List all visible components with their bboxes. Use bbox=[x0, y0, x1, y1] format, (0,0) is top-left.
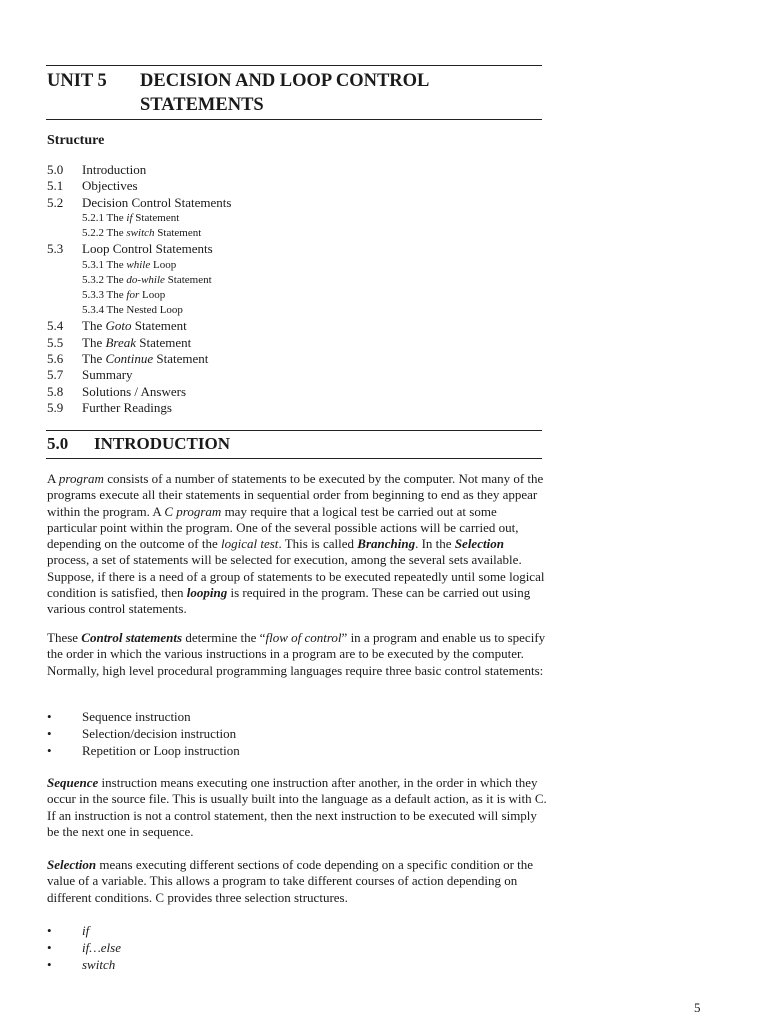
toc-number: 5.8 bbox=[47, 383, 64, 399]
section-bottom-rule bbox=[46, 458, 542, 459]
list-item: • if…else bbox=[47, 940, 121, 955]
toc-title: Solutions / Answers bbox=[82, 383, 187, 399]
section-top-rule bbox=[46, 430, 542, 431]
toc-item bbox=[47, 335, 547, 351]
toc-item bbox=[47, 195, 547, 211]
toc-item bbox=[47, 400, 547, 416]
toc-item bbox=[47, 384, 547, 400]
toc-number: 5.5 bbox=[47, 334, 64, 350]
table-of-contents bbox=[47, 162, 547, 416]
toc-subitem: 5.2.1 The if Statement bbox=[82, 211, 180, 224]
list-item: • Selection/decision instruction bbox=[47, 726, 237, 741]
toc-item bbox=[47, 318, 547, 334]
toc-number: 5.4 bbox=[47, 318, 64, 334]
list-item: • Sequence instruction bbox=[47, 709, 191, 724]
toc-number: 5.2 bbox=[47, 194, 64, 210]
toc-item bbox=[47, 241, 547, 257]
unit-title: DECISION AND LOOP CONTROL STATEMENTS bbox=[140, 71, 429, 115]
toc-subitem: 5.3.1 The while Loop bbox=[82, 258, 177, 271]
toc-title: The Goto Statement bbox=[82, 318, 187, 334]
list-item: • if bbox=[47, 923, 90, 938]
toc-title: The Break Statement bbox=[82, 334, 192, 350]
toc-number: 5.7 bbox=[47, 367, 64, 383]
sequence-paragraph: Sequence instruction means executing one instruction after another, in the order in which they occur in the source file. This is usually built into the language as a default action, as it is with C. If an instruction is not a control statement, then the next instruction to be executed will simply be the next one in sequence. bbox=[47, 775, 547, 839]
toc-item bbox=[47, 351, 547, 367]
toc-item bbox=[47, 178, 547, 194]
toc-number: 5.0 bbox=[47, 162, 64, 177]
selection-structures-list bbox=[47, 922, 547, 973]
section-number: 5.0 bbox=[47, 434, 69, 453]
list-item: • switch bbox=[47, 957, 116, 972]
toc-number: 5.3 bbox=[47, 241, 64, 257]
intro-paragraph: A program consists of a number of statements to be executed by the computer. Not many of the programs execute all their statements in sequential order from beginning to end as they appear within the program. A C program may require that a logical test be carried out at some particular point within the program. One of the several possible actions will be carried out, depending on the outcome of the logical test. This is called Branching. In the Selection process, a set of statements will be selected for execution, among the several sets available. Suppose, if there is a need of a group of statements to be executed repeatedly until some logical condition is satisfied, then looping is required in the program. These can be carried out using various control statements. bbox=[47, 471, 545, 617]
list-item: • Repetition or Loop instruction bbox=[47, 743, 240, 758]
toc-subitem: 5.2.2 The switch Statement bbox=[82, 227, 202, 240]
unit-bottom-rule bbox=[46, 119, 542, 120]
toc-item bbox=[47, 162, 547, 178]
toc-item bbox=[47, 367, 547, 383]
toc-number: 5.9 bbox=[47, 399, 64, 415]
page-number: 5 bbox=[694, 1000, 701, 1015]
toc-subitem: 5.3.2 The do-while Statement bbox=[82, 273, 212, 286]
toc-number: 5.6 bbox=[47, 350, 64, 366]
unit-number: UNIT 5 bbox=[47, 71, 107, 91]
toc-number: 5.1 bbox=[47, 178, 64, 194]
instruction-types-list bbox=[47, 708, 547, 759]
toc-subitem: 5.3.4 The Nested Loop bbox=[82, 304, 183, 317]
top-rule bbox=[46, 65, 542, 66]
section-title: INTRODUCTION bbox=[94, 434, 231, 453]
toc-title: Summary bbox=[82, 367, 133, 383]
toc-title: Further Readings bbox=[82, 399, 172, 415]
toc-title: Decision Control Statements bbox=[82, 194, 232, 210]
structure-label: Structure bbox=[47, 133, 105, 148]
toc-title: Introduction bbox=[82, 162, 147, 177]
toc-title: Loop Control Statements bbox=[82, 241, 213, 257]
toc-subitem: 5.3.3 The for Loop bbox=[82, 288, 166, 301]
toc-title: The Continue Statement bbox=[82, 350, 209, 366]
selection-paragraph: Selection means executing different sections of code depending on a specific condition or the value of a variable. This allows a program to take different courses of action depending on different conditions. C provides three selection structures. bbox=[47, 857, 534, 905]
toc-title: Objectives bbox=[82, 178, 138, 194]
control-statements-paragraph: These Control statements determine the “flow of control” in a program and enable us to specify the order in which the various instructions in a program are to be executed by the computer. Normally, high level procedural programming languages require three basic control statements: bbox=[47, 630, 546, 678]
